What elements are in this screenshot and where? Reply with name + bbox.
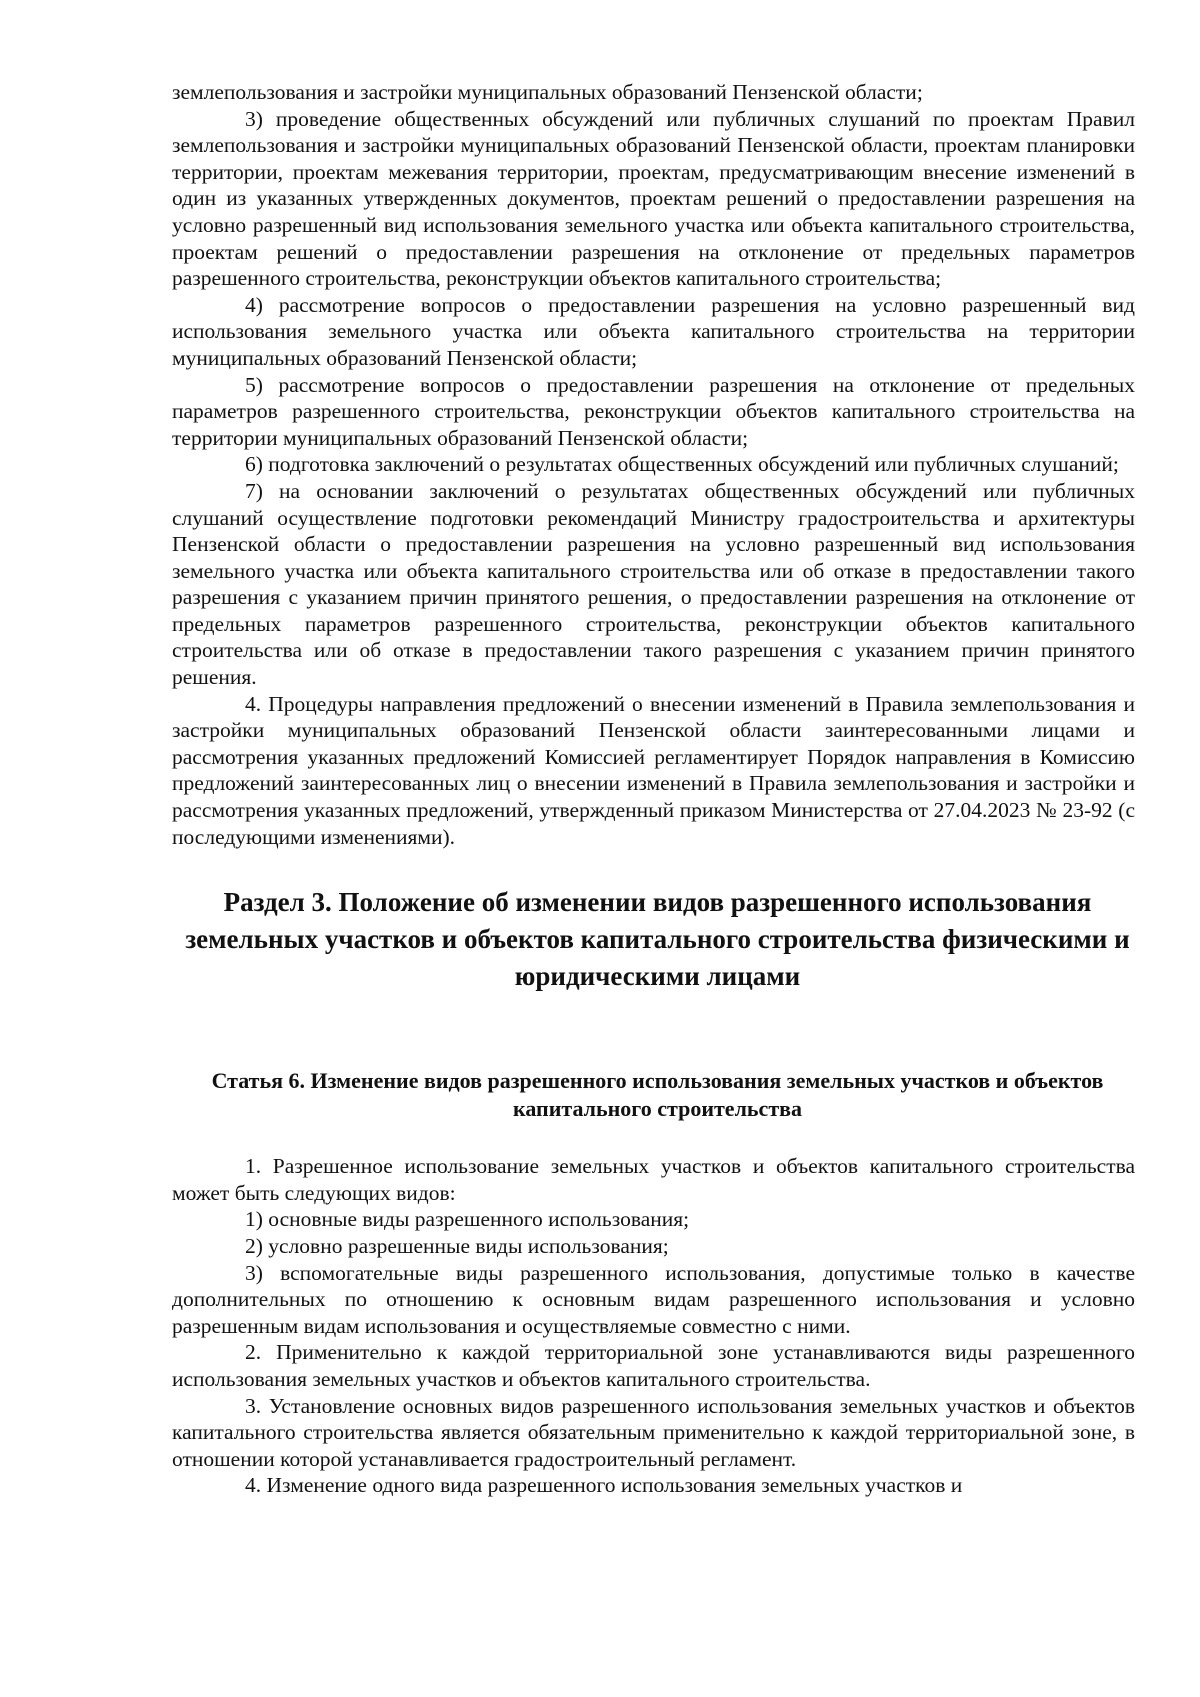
list-item-2: 2) условно разрешенные виды использования; [245, 1234, 669, 1258]
list-item-1: 1) основные виды разрешенного использования; [245, 1207, 690, 1232]
article-body [172, 1153, 1135, 1499]
section-title: Раздел 3. Положение об изменении видов разрешенного использования земельных участков и объектов капитального строительства физическими и юридическими лицами [185, 887, 1130, 992]
list-item-3: 3) проведение общественных обсуждений или публичных слушаний по проектам Правил землепользования и застройки муниципальных образований Пензенской области, проектам планировки территории, проектам межевания территории, проектам, предусматривающим внесение изменений в один из указанных утвержденных документов, проектам решений о предоставлении разрешения на условно разрешенный вид использования земельного участка или объекта капитального строительства, проектам решений о предоставлении разрешения на отклонение от предельных параметров разрешенного строительства, реконструкции объектов капитального строительства; [172, 106, 1135, 291]
list-item-6: 6) подготовка заключений о результатах общественных обсуждений или публичных слушаний; [245, 452, 1119, 477]
list-item-4: 4) рассмотрение вопросов о предоставлении разрешения на условно разрешенный вид использования земельного участка или объекта капитального строительства на территории муниципальных образований Пензенской области; [172, 292, 1135, 370]
clause-1: 1. Разрешенное использование земельных участков и объектов капитального строительства может быть следующих видов: [172, 1154, 1135, 1205]
article-title: Статья 6. Изменение видов разрешенного использования земельных участков и объектов капитального строительства [211, 1068, 1104, 1122]
clause-2: 2. Применительно к каждой территориальной зоне устанавливаются виды разрешенного использования земельных участков и объектов капитального строительства. [172, 1340, 1135, 1391]
clause-4-start: 4. Изменение одного вида разрешенного использования земельных участков и [245, 1473, 963, 1498]
list-item-5: 5) рассмотрение вопросов о предоставлении разрешения на отклонение от предельных параметров разрешенного строительства, реконструкции объектов капитального строительства на территории муниципальных образований Пензенской области; [172, 372, 1135, 450]
clause-3: 3. Установление основных видов разрешенного использования земельных участков и объектов капитального строительства является обязательным применительно к каждой территориальной зоне, в отношении которой устанавливается градостроительный регламент. [172, 1393, 1135, 1471]
list-item-7: 7) на основании заключений о результатах общественных обсуждений или публичных слушаний осуществление подготовки рекомендаций Министру градостроительства и архитектуры Пензенской области о предоставлении разрешения на условно разрешенный вид использования земельного участка или объекта капитального строительства или об отказе в предоставлении такого разрешения с указанием причин принятого решения, о предоставлении разрешения на отклонение от предельных параметров разрешенного строительства, реконструкции объектов капитального строительства или об отказе в предоставлении такого разрешения с указанием причин принятого решения. [172, 478, 1135, 690]
clause-4: 4. Процедуры направления предложений о внесении изменений в Правила землепользования и застройки муниципальных образований Пензенской области заинтересованными лицами и рассмотрения указанных предложений Комиссией регламентирует Порядок направления в Комиссию предложений заинтересованных лиц о внесении изменений в Правила землепользования и застройки и рассмотрения указанных предложений, утвержденный приказом Министерства от 27.04.2023 № 23-92 (с последующими изменениями). [172, 691, 1135, 849]
paragraph-continuation: землепользования и застройки муниципальных образований Пензенской области; [172, 80, 923, 104]
list-item-3-auxiliary: 3) вспомогательные виды разрешенного использования, допустимые только в качестве дополнительных по отношению к основным видам разрешенного использования и условно разрешенным видам использования и осуществляемые совместно с ними. [172, 1260, 1135, 1338]
